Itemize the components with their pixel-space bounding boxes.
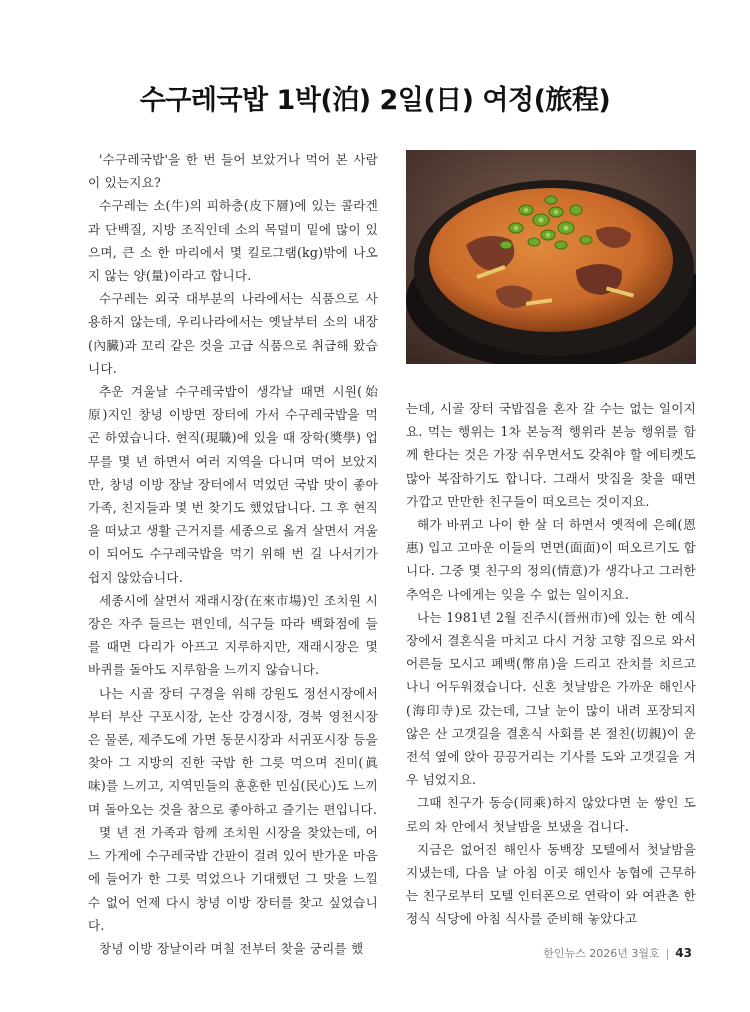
gukbap-photo-illustration xyxy=(406,150,696,364)
paragraph: '수구레국밥'을 한 번 들어 보았거나 먹어 본 사람이 있는지요? xyxy=(88,152,378,191)
paragraph: 지금은 없어진 해인사 동백장 모텔에서 첫날밤을 지냈는데, 다음 날 아침 이곳 해인사 농협에 근무하는 친구로부터 모텔 인터폰으로 연락이 와 여관촌 한정식 식당에 아침 식사를 준비해 놓았다고 xyxy=(406,841,696,927)
page-footer xyxy=(543,945,692,961)
paragraph: 해가 바뀌고 나이 한 살 더 하면서 옛적에 은혜(恩惠) 입고 고마운 이들의 면면(面面)이 떠오르기도 합니다. 그중 몇 친구의 정의(情意)가 생각나고 그러한 추억은 나에게는 잊을 수 없는 일이지요. xyxy=(406,517,696,602)
paragraph: 창녕 이방 장날이라 며칠 전부터 찾을 궁리를 했 xyxy=(99,940,364,956)
paragraph: 그때 친구가 동승(同乘)하지 않았다면 눈 쌓인 도로의 차 안에서 첫날밤을 보냈을 겁니다. xyxy=(406,795,696,834)
paragraph: 는데, 시골 장터 국밥집을 혼자 갈 수는 없는 일이지요. 먹는 행위는 1차 본능적 행위라 본능 행위를 함께 한다는 것은 가장 쉬우면서도 갖춰야 할 에티켓도 많아 복잡하기도 합니다. 그래서 맛집을 찾을 때면 가깝고 만만한 친구들이 떠오르는 것이지요. xyxy=(406,401,696,509)
paragraph: 나는 1981년 2월 진주시(晉州市)에 있는 한 예식장에서 결혼식을 마치고 다시 거창 고향 집으로 와서 어른들 모시고 폐백(幣帛)을 드리고 잔치를 치르고 나니 어두워졌습니다. 신혼 첫날밤은 가까운 해인사(海印寺)로 갔는데, 그날 눈이 많이 내려 포장되지 않은 산 고갯길을 결혼식 사회를 본 절친(切親)이 운전석 옆에 앉아 끙끙거리는 기사를 도와 고갯길을 겨우 넘었지요. xyxy=(406,609,696,788)
paragraph: 세종시에 살면서 재래시장(在來市場)인 조치원 시장은 자주 들르는 편인데, 식구들 따라 백화점에 들를 때면 다리가 아프고 지루하지만, 재래시장은 몇 바퀴를 돌아도 지루함을 느끼지 않습니다. xyxy=(88,592,378,678)
paragraph: 수구레는 외국 대부분의 나라에서는 식품으로 사용하지 않는데, 우리나라에서는 옛날부터 소의 내장(內臟)과 꼬리 같은 것을 고급 식품으로 취급해 왔습니다. xyxy=(88,291,378,376)
right-column xyxy=(406,397,696,931)
left-column xyxy=(88,148,378,960)
paragraph: 수구레는 소(牛)의 피하층(皮下層)에 있는 콜라겐과 단백질, 지방 조직인데 소의 목덜미 밑에 많이 있으며, 큰 소 한 마리에서 몇 킬로그램(kg)밖에 나오지 않는 양(量)이라고 합니다. xyxy=(88,198,378,284)
footer-separator: | xyxy=(665,947,670,960)
page-number: 43 xyxy=(675,946,692,960)
gukbap-photo xyxy=(406,150,696,364)
paragraph: 나는 시골 장터 구경을 위해 강원도 정선시장에서부터 부산 구포시장, 논산 강경시장, 경북 영천시장은 물론, 제주도에 가면 동문시장과 서귀포시장 등을 찾아 그 지방의 진한 국밥 한 그릇 먹으며 진미(眞味)를 느끼고, 지역민들의 훈훈한 민심(民心)도 느끼며 돌아오는 것을 참으로 좋아하고 즐기는 편입니다. xyxy=(88,685,378,817)
article-title: 수구레국밥 1박(泊) 2일(日) 여정(旅程) xyxy=(139,85,611,116)
paragraph: 추운 겨울날 수구레국밥이 생각날 때면 시원(始原)지인 창녕 이방면 장터에 가서 수구레국밥을 먹곤 하였습니다. 현직(現職)에 있을 때 장학(奬學) 업무를 몇 년 하면서 여러 지역을 다니며 먹어 보았지만, 창녕 이방 장날 장터에서 먹었던 국밥 맛이 좋아 가족, 친지들과 몇 번 찾기도 했었답니다. 그 후 현직을 떠났고 생활 근거지를 세종으로 옮겨 살면서 겨울이 되어도 수구레국밥을 먹기 위해 번 길 나서기가 쉽지 않았습니다. xyxy=(88,384,378,585)
publication-name: 한인뉴스 2026년 3월호 xyxy=(543,947,660,960)
paragraph: 몇 년 전 가족과 함께 조치원 시장을 찾았는데, 어느 가게에 수구레국밥 간판이 걸려 있어 반가운 마음에 들어가 한 그릇 먹었으나 기대했던 그 맛을 느낄 수 없어 언제 다시 창녕 이방 장터를 찾고 싶었습니다. xyxy=(88,824,378,933)
